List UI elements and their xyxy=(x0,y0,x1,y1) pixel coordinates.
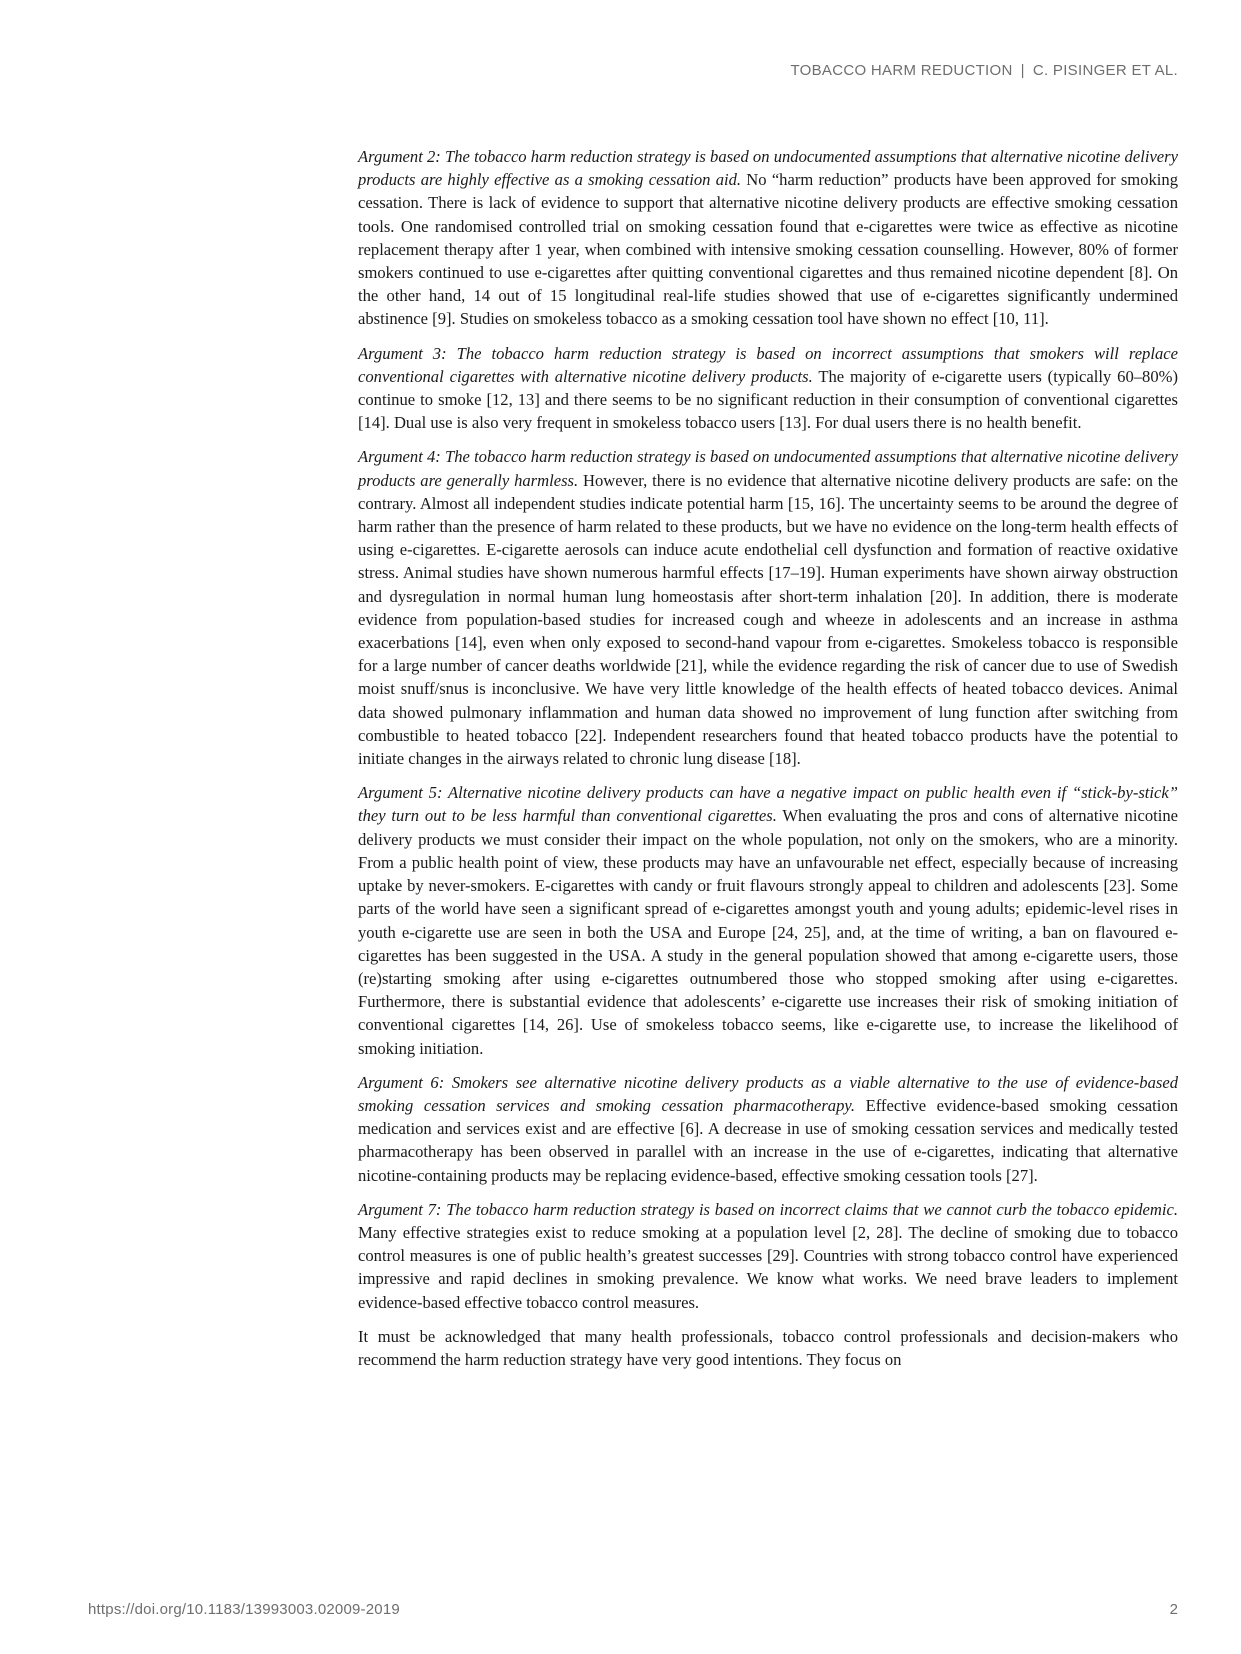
page-number: 2 xyxy=(1169,1601,1178,1618)
paragraph-argument-5 xyxy=(358,781,1178,1059)
paragraph-text: However, there is no evidence that alternative nicotine delivery products are safe: on the contrary. Almost all independent studies indicate potential harm [15, 16]. The uncertainty seems to be around the degree of harm rather than the presence of harm related to these products, but we have no evidence on the long-term health effects of using e-cigarettes. E-cigarette aerosols can induce acute endothelial cell dysfunction and formation of reactive oxidative stress. Animal studies have shown numerous harmful effects [17–19]. Human experiments have shown airway obstruction and dysregulation in normal human lung homeostasis after short-term inhalation [20]. In addition, there is moderate evidence from population-based studies for increased cough and wheeze in adolescents and an increase in asthma exacerbations [14], even when only exposed to second-hand vapour from e-cigarettes. Smokeless tobacco is responsible for a large number of cancer deaths worldwide [21], while the evidence regarding the risk of cancer due to use of Swedish moist snuff/snus is inconclusive. We have very little knowledge of the health effects of heated tobacco devices. Animal data showed pulmonary inflammation and human data showed no improvement of lung function after switching from combustible to heated tobacco [22]. Independent researchers found that heated tobacco products have the potential to initiate changes in the airways related to chronic lung disease [18]. xyxy=(358,470,1178,769)
argument-heading: Argument 6: Smokers see alternative nicotine delivery products as a viable alternative to the use of evidence-based smoking cessation services and smoking cessation pharmacotherapy. xyxy=(358,1072,1178,1115)
argument-heading: Argument 2: The tobacco harm reduction strategy is based on undocumented assumptions that alternative nicotine delivery products are highly effective as a smoking cessation aid. xyxy=(358,147,1178,190)
argument-heading: Argument 7: The tobacco harm reduction strategy is based on incorrect claims that we cannot curb the tobacco epidemic. xyxy=(358,1199,1178,1219)
paragraph-text: Many effective strategies exist to reduce smoking at a population level [2, 28]. The decline of smoking due to tobacco control measures is one of public health’s greatest successes [29]. Countries with strong tobacco control have experienced impressive and rapid declines in smoking prevalence. We know what works. We need brave leaders to implement evidence-based effective tobacco control measures. xyxy=(358,1222,1178,1312)
paragraph-argument-2 xyxy=(358,145,1178,331)
paragraph-argument-3 xyxy=(358,342,1178,435)
paragraph-argument-4 xyxy=(358,445,1178,770)
running-head xyxy=(790,62,1178,79)
argument-heading: Argument 3: The tobacco harm reduction strategy is based on incorrect assumptions that smokers will replace conventional cigarettes with alternative nicotine delivery products. xyxy=(358,343,1178,386)
running-head-authors: C. PISINGER ET AL. xyxy=(1032,62,1178,79)
paragraph-text: No “harm reduction” products have been approved for smoking cessation. There is lack of evidence to support that alternative nicotine delivery products are effective smoking cessation tools. One randomised controlled trial on smoking cessation found that e-cigarettes were twice as effective as nicotine replacement therapy after 1 year, when combined with intensive smoking cessation counselling. However, 80% of former smokers continued to use e-cigarettes after quitting conventional cigarettes and thus remained nicotine dependent [8]. On the other hand, 14 out of 15 longitudinal real-life studies showed that use of e-cigarettes significantly undermined abstinence [9]. Studies on smokeless tobacco as a smoking cessation tool have shown no effect [10, 11]. xyxy=(358,170,1178,329)
argument-heading: Argument 4: The tobacco harm reduction strategy is based on undocumented assumptions that alternative nicotine delivery products are generally harmless. xyxy=(358,447,1178,490)
paragraph-text: It must be acknowledged that many health professionals, tobacco control professionals and decision-makers who recommend the harm reduction strategy have very good intentions. They focus on xyxy=(358,1326,1178,1369)
argument-heading: Argument 5: Alternative nicotine delivery products can have a negative impact on public health even if “stick-by-stick” they turn out to be less harmful than conventional cigarettes. xyxy=(358,783,1178,826)
paragraph-closing xyxy=(358,1325,1178,1371)
paragraph-text: Effective evidence-based smoking cessation medication and services exist and are effective [6]. A decrease in use of smoking cessation services and medically tested pharmacotherapy has been observed in parallel with an increase in the use of e-cigarettes, indicating that alternative nicotine-containing products may be replacing evidence-based, effective smoking cessation tools [27]. xyxy=(358,1095,1178,1185)
doi-link[interactable]: https://doi.org/10.1183/13993003.02009-2019 xyxy=(88,1601,400,1618)
paragraph-text: The majority of e-cigarette users (typically 60–80%) continue to smoke [12, 13] and there seems to be no significant reduction in their consumption of conventional cigarettes [14]. Dual use is also very frequent in smokeless tobacco users [13]. For dual users there is no health benefit. xyxy=(358,366,1178,433)
article-body xyxy=(358,145,1178,1382)
running-head-section: TOBACCO HARM REDUCTION xyxy=(790,62,1013,79)
paragraph-text: When evaluating the pros and cons of alternative nicotine delivery products we must consider their impact on the whole population, not only on the smokers, who are a minority. From a public health point of view, these products may have an unfavourable net effect, especially because of increasing uptake by never-smokers. E-cigarettes with candy or fruit flavours strongly appeal to children and adolescents [23]. Some parts of the world have seen a significant spread of e-cigarettes amongst youth and young adults; epidemic-level rises in youth e-cigarette use are seen in both the USA and Europe [24, 25], and, at the time of writing, a ban on flavoured e-cigarettes has been suggested in the USA. A study in the general population showed that among e-cigarette users, those (re)starting smoking after using e-cigarettes outnumbered those who stopped smoking after using e-cigarettes. Furthermore, there is substantial evidence that adolescents’ e-cigarette use increases their risk of smoking initiation of conventional cigarettes [14, 26]. Use of smokeless tobacco seems, like e-cigarette use, to increase the likelihood of smoking initiation. xyxy=(358,806,1179,1058)
running-head-separator: | xyxy=(1020,62,1025,79)
paragraph-argument-7 xyxy=(358,1198,1178,1314)
paragraph-argument-6 xyxy=(358,1071,1178,1187)
